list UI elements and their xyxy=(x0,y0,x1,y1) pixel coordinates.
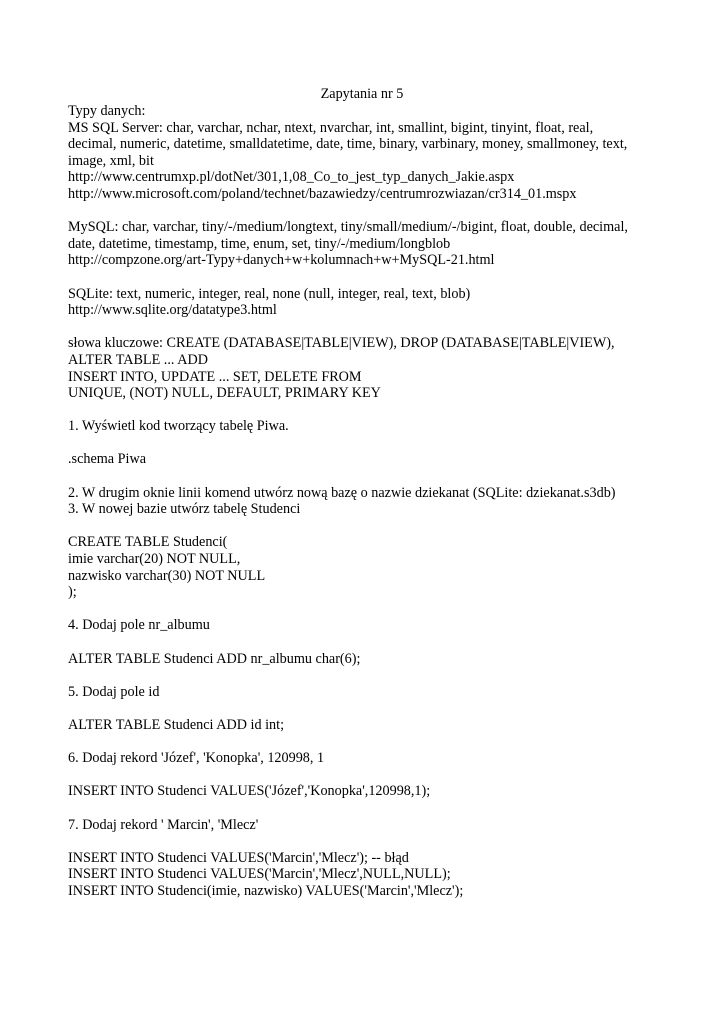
task-2: 2. W drugim oknie linii komend utwórz nową bazę o nazwie dziekanat (SQLite: dziekanat.s3db) xyxy=(68,484,616,501)
spacer xyxy=(68,269,668,286)
task-1: 1. Wyświetl kod tworzący tabelę Piwa. xyxy=(68,418,289,435)
keywords-line-1: słowa kluczowe: CREATE (DATABASE|TABLE|VIEW), DROP (DATABASE|TABLE|VIEW), xyxy=(68,335,615,352)
code-task-3-line-1: CREATE TABLE Studenci( xyxy=(68,534,228,551)
mysql-types-line-1: MySQL: char, varchar, tiny/-/medium/longtext, tiny/small/medium/-/bigint, float, double, decimal, xyxy=(68,219,628,236)
spacer xyxy=(68,634,668,651)
spacer xyxy=(68,319,668,336)
spacer xyxy=(68,203,668,220)
code-task-7-line-3: INSERT INTO Studenci(imie, nazwisko) VALUES('Marcin','Mlecz'); xyxy=(68,882,464,899)
spacer xyxy=(68,734,668,751)
mysql-link: http://compzone.org/art-Typy+danych+w+kolumnach+w+MySQL-21.html xyxy=(68,252,495,269)
sqlite-link: http://www.sqlite.org/datatype3.html xyxy=(68,302,277,319)
document-body xyxy=(68,103,668,900)
code-task-3-line-2: imie varchar(20) NOT NULL, xyxy=(68,551,241,568)
spacer xyxy=(68,518,668,535)
task-6: 6. Dodaj rekord 'Józef', 'Konopka', 120998, 1 xyxy=(68,750,325,767)
spacer xyxy=(68,767,668,784)
spacer xyxy=(68,833,668,850)
mssql-types-line-3: image, xml, bit xyxy=(68,152,154,169)
sqlite-types-line: SQLite: text, numeric, integer, real, none (null, integer, real, text, blob) xyxy=(68,285,471,302)
spacer xyxy=(68,601,668,618)
code-task-7-line-1: INSERT INTO Studenci VALUES('Marcin','Mlecz'); -- błąd xyxy=(68,849,409,866)
code-task-1: .schema Piwa xyxy=(68,451,147,468)
task-7: 7. Dodaj rekord ' Marcin', 'Mlecz' xyxy=(68,816,259,833)
mysql-types-line-2: date, datetime, timestamp, time, enum, set, tiny/-/medium/longblob xyxy=(68,235,451,252)
code-task-4: ALTER TABLE Studenci ADD nr_albumu char(6); xyxy=(68,650,361,667)
code-task-3-line-4: ); xyxy=(68,584,77,601)
code-task-5: ALTER TABLE Studenci ADD id int; xyxy=(68,716,285,733)
spacer xyxy=(68,402,668,419)
keywords-line-4: UNIQUE, (NOT) NULL, DEFAULT, PRIMARY KEY xyxy=(68,385,381,402)
page-title: Zapytania nr 5 xyxy=(320,86,404,102)
code-task-6: INSERT INTO Studenci VALUES('Józef','Konopka',120998,1); xyxy=(68,783,431,800)
spacer xyxy=(68,800,668,817)
task-5: 5. Dodaj pole id xyxy=(68,683,160,700)
spacer xyxy=(68,667,668,684)
task-4: 4. Dodaj pole nr_albumu xyxy=(68,617,210,634)
keywords-line-2: ALTER TABLE ... ADD xyxy=(68,351,208,368)
mssql-link-1: http://www.centrumxp.pl/dotNet/301,1,08_Co_to_jest_typ_danych_Jakie.aspx xyxy=(68,169,515,186)
mssql-link-2: http://www.microsoft.com/poland/technet/bazawiedzy/centrumrozwiazan/cr314_01.mspx xyxy=(68,185,577,202)
mssql-types-line-2: decimal, numeric, datetime, smalldatetime, date, time, binary, varbinary, money, smallmoney, text, xyxy=(68,136,628,153)
spacer xyxy=(68,435,668,452)
mssql-types-line-1: MS SQL Server: char, varchar, nchar, ntext, nvarchar, int, smallint, bigint, tinyint, float, real, xyxy=(68,119,594,136)
code-task-3-line-3: nazwisko varchar(30) NOT NULL xyxy=(68,567,266,584)
spacer xyxy=(68,700,668,717)
task-3: 3. W nowej bazie utwórz tabelę Studenci xyxy=(68,501,301,518)
code-task-7-line-2: INSERT INTO Studenci VALUES('Marcin','Mlecz',NULL,NULL); xyxy=(68,866,451,883)
spacer xyxy=(68,468,668,485)
keywords-line-3: INSERT INTO, UPDATE ... SET, DELETE FROM xyxy=(68,368,362,385)
types-heading: Typy danych: xyxy=(68,103,146,119)
